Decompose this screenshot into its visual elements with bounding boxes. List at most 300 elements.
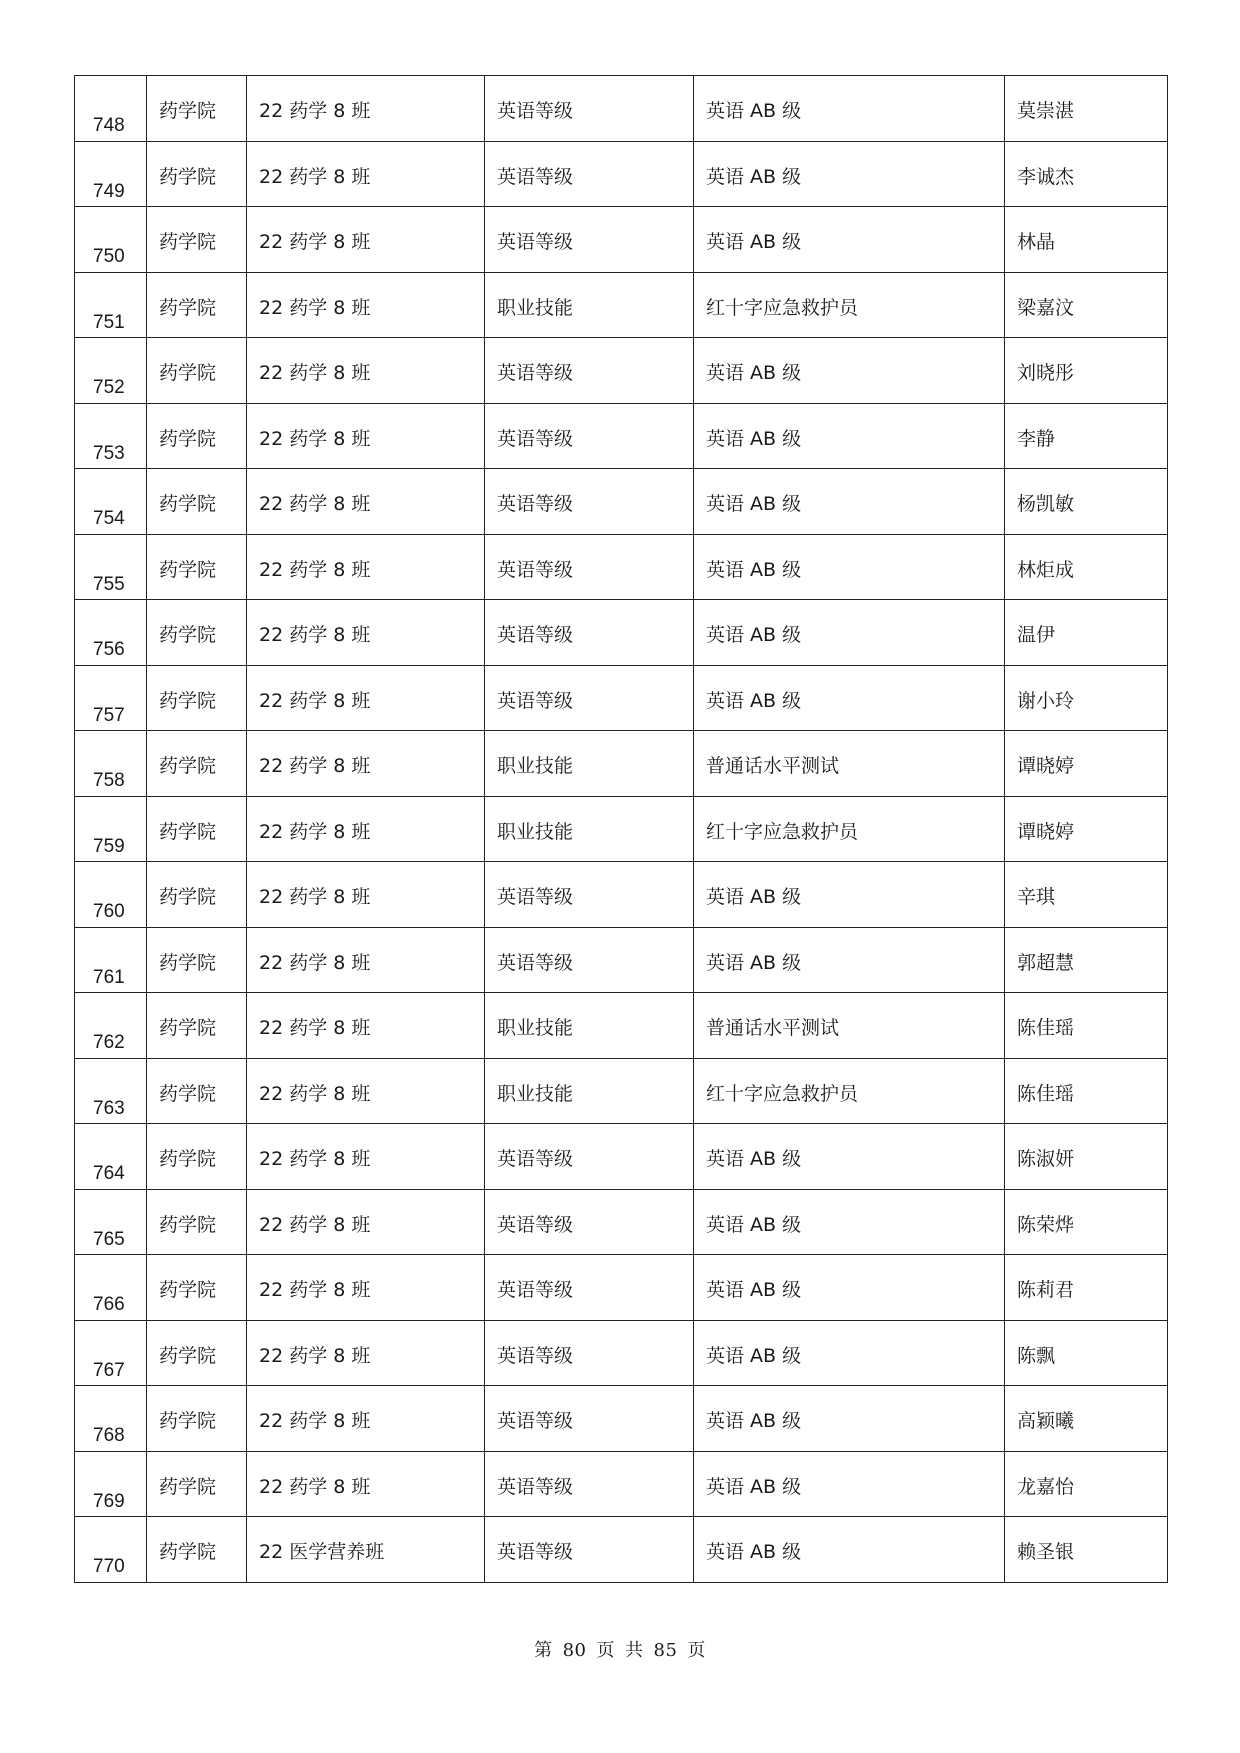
college-cell [147,76,247,142]
college-cell-text: 药学院 [159,1017,217,1039]
row-number-cell-text: 762 [93,1032,125,1053]
certificate-item-cell-text: 英语 AB 级 [706,165,802,188]
category-cell [485,1189,694,1255]
certificate-item-cell [694,731,1005,797]
class-cell [247,403,485,469]
college-cell-text: 药学院 [159,427,217,450]
certificate-item-cell [694,338,1005,404]
row-number-cell-text: 757 [93,704,125,726]
student-name-cell [1005,1517,1168,1583]
student-name-cell-text: 谭晓婷 [1017,755,1075,777]
student-name-cell-text: 梁嘉汶 [1017,296,1075,319]
row-number-cell-text: 752 [93,377,125,398]
row-number-cell-text: 770 [93,1556,125,1577]
college-cell-text: 药学院 [159,100,217,122]
category-cell-text: 英语等级 [497,362,574,384]
student-name-cell [1005,1320,1168,1386]
certificate-item-cell [694,403,1005,469]
college-cell [147,862,247,928]
college-cell [147,1124,247,1190]
college-cell-text: 药学院 [159,296,217,319]
category-cell [485,665,694,731]
row-number-cell [75,207,147,273]
category-cell-text: 职业技能 [497,296,574,319]
college-cell [147,207,247,273]
class-cell-text: 22 药学 8 班 [259,1410,371,1432]
college-cell [147,1320,247,1386]
row-number-cell [75,665,147,731]
class-cell-text: 22 药学 8 班 [259,951,371,974]
certificate-table [74,75,1168,1583]
college-cell-text: 药学院 [159,1213,217,1236]
page-footer [0,1636,1240,1662]
category-cell-text: 英语等级 [497,1475,574,1498]
student-name-cell [1005,534,1168,600]
category-cell [485,338,694,404]
table-row [75,272,1168,338]
college-cell [147,534,247,600]
row-number-cell-text: 750 [93,246,125,267]
category-cell [485,534,694,600]
table-row [75,338,1168,404]
class-cell [247,796,485,862]
row-number-cell [75,1124,147,1190]
table-row [75,1451,1168,1517]
certificate-item-cell [694,862,1005,928]
class-cell-text: 22 药学 8 班 [259,231,371,253]
certificate-item-cell [694,1255,1005,1321]
college-cell-text: 药学院 [159,755,217,777]
category-cell [485,1320,694,1386]
certificate-item-cell-text: 英语 AB 级 [706,951,802,974]
certificate-item-cell [694,1451,1005,1517]
class-cell-text: 22 药学 8 班 [259,755,371,777]
class-cell-text: 22 药学 8 班 [259,296,371,319]
certificate-item-cell-text: 英语 AB 级 [706,624,802,646]
college-cell-text: 药学院 [159,165,217,188]
row-number-cell-text: 767 [93,1359,125,1381]
certificate-item-cell-text: 英语 AB 级 [706,1148,802,1170]
college-cell [147,993,247,1059]
category-cell [485,403,694,469]
row-number-cell-text: 753 [93,442,125,464]
footer-current-page: 80 [562,1640,587,1661]
college-cell [147,272,247,338]
table-row [75,76,1168,142]
certificate-item-cell [694,796,1005,862]
row-number-cell-text: 755 [93,573,125,595]
class-cell [247,993,485,1059]
college-cell-text: 药学院 [159,1082,217,1105]
certificate-item-cell [694,1517,1005,1583]
row-number-cell [75,76,147,142]
class-cell [247,927,485,993]
student-name-cell-text: 赖圣银 [1017,1541,1075,1563]
student-name-cell-text: 莫崇湛 [1017,100,1075,122]
college-cell [147,665,247,731]
row-number-cell-text: 763 [93,1097,125,1119]
college-cell-text: 药学院 [159,1541,217,1563]
class-cell [247,1255,485,1321]
college-cell [147,1517,247,1583]
student-name-cell [1005,862,1168,928]
table-row [75,1320,1168,1386]
class-cell-text: 22 药学 8 班 [259,886,371,908]
category-cell-text: 英语等级 [497,951,574,974]
table-row [75,469,1168,535]
row-number-cell-text: 769 [93,1490,125,1512]
row-number-cell-text: 754 [93,508,125,529]
table-row [75,534,1168,600]
row-number-cell [75,796,147,862]
college-cell-text: 药学院 [159,820,217,843]
certificate-item-cell [694,76,1005,142]
class-cell-text: 22 药学 8 班 [259,689,371,712]
student-name-cell-text: 郭超慧 [1017,951,1075,974]
class-cell-text: 22 药学 8 班 [259,427,371,450]
certificate-item-cell-text: 英语 AB 级 [706,231,802,253]
row-number-cell-text: 756 [93,639,125,660]
category-cell-text: 英语等级 [497,624,574,646]
category-cell-text: 职业技能 [497,820,574,843]
class-cell-text: 22 药学 8 班 [259,1475,371,1498]
row-number-cell [75,272,147,338]
class-cell-text: 22 药学 8 班 [259,1279,371,1301]
class-cell-text: 22 药学 8 班 [259,165,371,188]
category-cell [485,1058,694,1124]
student-name-cell [1005,1124,1168,1190]
college-cell [147,1386,247,1452]
class-cell [247,207,485,273]
student-name-cell-text: 林晶 [1017,231,1056,253]
row-number-cell [75,1386,147,1452]
college-cell-text: 药学院 [159,231,217,253]
table-row [75,1189,1168,1255]
category-cell-text: 英语等级 [497,558,574,581]
student-name-cell [1005,600,1168,666]
student-name-cell [1005,1451,1168,1517]
category-cell-text: 英语等级 [497,1410,574,1432]
row-number-cell [75,731,147,797]
class-cell [247,1189,485,1255]
class-cell [247,665,485,731]
certificate-item-cell-text: 英语 AB 级 [706,427,802,450]
row-number-cell-text: 761 [93,966,125,988]
certificate-item-cell-text: 英语 AB 级 [706,1475,802,1498]
category-cell-text: 职业技能 [497,1082,574,1105]
row-number-cell [75,338,147,404]
table-row [75,665,1168,731]
table-row [75,1124,1168,1190]
table-row [75,1386,1168,1452]
class-cell-text: 22 药学 8 班 [259,493,371,515]
student-name-cell-text: 谭晓婷 [1017,820,1075,843]
college-cell-text: 药学院 [159,951,217,974]
row-number-cell-text: 751 [93,311,125,333]
certificate-item-cell [694,207,1005,273]
category-cell [485,1124,694,1190]
class-cell [247,1517,485,1583]
certificate-item-cell [694,1386,1005,1452]
row-number-cell-text: 766 [93,1294,125,1315]
table-row [75,207,1168,273]
certificate-item-cell-text: 红十字应急救护员 [706,820,859,843]
footer-total-word: 共 [625,1640,644,1661]
student-name-cell [1005,796,1168,862]
college-cell-text: 药学院 [159,1344,217,1367]
class-cell [247,1386,485,1452]
class-cell-text: 22 药学 8 班 [259,362,371,384]
student-name-cell [1005,665,1168,731]
category-cell-text: 英语等级 [497,1213,574,1236]
certificate-item-cell-text: 英语 AB 级 [706,558,802,581]
category-cell-text: 职业技能 [497,1017,574,1039]
certificate-item-cell [694,141,1005,207]
student-name-cell [1005,272,1168,338]
certificate-item-cell-text: 红十字应急救护员 [706,1082,859,1105]
student-name-cell [1005,76,1168,142]
class-cell-text: 22 药学 8 班 [259,1017,371,1039]
class-cell [247,141,485,207]
class-cell-text: 22 药学 8 班 [259,100,371,122]
category-cell-text: 英语等级 [497,689,574,712]
certificate-item-cell [694,272,1005,338]
college-cell-text: 药学院 [159,362,217,384]
student-name-cell-text: 谢小玲 [1017,689,1075,712]
category-cell-text: 英语等级 [497,1541,574,1563]
class-cell-text: 22 医学营养班 [259,1541,385,1563]
row-number-cell [75,403,147,469]
student-name-cell-text: 陈荣烨 [1017,1213,1075,1236]
college-cell [147,338,247,404]
category-cell-text: 英语等级 [497,1279,574,1301]
class-cell [247,272,485,338]
category-cell [485,272,694,338]
student-name-cell-text: 陈淑妍 [1017,1148,1075,1170]
college-cell [147,403,247,469]
student-name-cell [1005,731,1168,797]
class-cell [247,338,485,404]
row-number-cell-text: 764 [93,1163,125,1184]
footer-suffix: 页 [687,1640,706,1661]
college-cell-text: 药学院 [159,1148,217,1170]
category-cell [485,1386,694,1452]
footer-page-word: 页 [596,1640,615,1661]
class-cell-text: 22 药学 8 班 [259,624,371,646]
student-name-cell-text: 陈佳瑶 [1017,1082,1075,1105]
row-number-cell [75,927,147,993]
college-cell-text: 药学院 [159,689,217,712]
row-number-cell [75,141,147,207]
student-name-cell [1005,1058,1168,1124]
category-cell-text: 英语等级 [497,100,574,122]
table-row [75,141,1168,207]
class-cell [247,862,485,928]
college-cell-text: 药学院 [159,558,217,581]
certificate-item-cell-text: 英语 AB 级 [706,1410,802,1432]
certificate-item-cell [694,927,1005,993]
certificate-item-cell-text: 英语 AB 级 [706,493,802,515]
category-cell [485,76,694,142]
footer-total-pages: 85 [653,1640,678,1661]
college-cell [147,1255,247,1321]
student-name-cell-text: 林炬成 [1017,558,1075,581]
college-cell [147,1189,247,1255]
table-row [75,993,1168,1059]
class-cell [247,1124,485,1190]
class-cell [247,600,485,666]
category-cell-text: 英语等级 [497,165,574,188]
student-name-cell [1005,1189,1168,1255]
row-number-cell [75,1517,147,1583]
row-number-cell [75,469,147,535]
row-number-cell [75,862,147,928]
row-number-cell [75,993,147,1059]
certificate-item-cell [694,1189,1005,1255]
table-row [75,862,1168,928]
college-cell [147,600,247,666]
college-cell [147,927,247,993]
table-row [75,600,1168,666]
category-cell [485,469,694,535]
category-cell [485,927,694,993]
student-name-cell [1005,993,1168,1059]
student-name-cell [1005,1386,1168,1452]
certificate-item-cell [694,665,1005,731]
class-cell [247,731,485,797]
row-number-cell-text: 765 [93,1228,125,1250]
student-name-cell [1005,141,1168,207]
college-cell [147,1451,247,1517]
class-cell-text: 22 药学 8 班 [259,1148,371,1170]
table-row [75,927,1168,993]
table-row [75,1255,1168,1321]
category-cell-text: 英语等级 [497,493,574,515]
certificate-item-cell [694,600,1005,666]
category-cell-text: 英语等级 [497,1344,574,1367]
category-cell-text: 英语等级 [497,1148,574,1170]
student-name-cell-text: 辛琪 [1017,886,1056,908]
category-cell-text: 职业技能 [497,755,574,777]
certificate-item-cell-text: 英语 AB 级 [706,1213,802,1236]
row-number-cell [75,1189,147,1255]
student-name-cell-text: 陈佳瑶 [1017,1017,1075,1039]
footer-prefix: 第 [534,1640,553,1661]
table-row [75,731,1168,797]
category-cell-text: 英语等级 [497,427,574,450]
certificate-item-cell-text: 英语 AB 级 [706,886,802,908]
college-cell [147,469,247,535]
certificate-item-cell-text: 英语 AB 级 [706,362,802,384]
category-cell [485,600,694,666]
student-name-cell-text: 陈飘 [1017,1344,1056,1367]
college-cell-text: 药学院 [159,624,217,646]
category-cell [485,862,694,928]
category-cell [485,207,694,273]
category-cell [485,993,694,1059]
college-cell [147,141,247,207]
student-name-cell [1005,1255,1168,1321]
class-cell [247,534,485,600]
certificate-item-cell-text: 英语 AB 级 [706,689,802,712]
class-cell-text: 22 药学 8 班 [259,1213,371,1236]
college-cell-text: 药学院 [159,1475,217,1498]
certificate-item-cell [694,1320,1005,1386]
student-name-cell-text: 杨凯敏 [1017,493,1075,515]
college-cell [147,731,247,797]
certificate-item-cell-text: 英语 AB 级 [706,100,802,122]
certificate-item-cell-text: 普通话水平测试 [706,755,840,777]
class-cell-text: 22 药学 8 班 [259,1344,371,1367]
row-number-cell [75,1255,147,1321]
class-cell [247,469,485,535]
class-cell [247,1320,485,1386]
class-cell-text: 22 药学 8 班 [259,1082,371,1105]
college-cell-text: 药学院 [159,886,217,908]
class-cell [247,1058,485,1124]
college-cell-text: 药学院 [159,493,217,515]
college-cell-text: 药学院 [159,1279,217,1301]
student-name-cell [1005,403,1168,469]
college-cell [147,796,247,862]
student-name-cell [1005,927,1168,993]
class-cell [247,1451,485,1517]
student-name-cell [1005,338,1168,404]
row-number-cell-text: 748 [93,115,125,136]
table-body [75,76,1168,1583]
row-number-cell [75,1320,147,1386]
college-cell-text: 药学院 [159,1410,217,1432]
student-name-cell-text: 高颖曦 [1017,1410,1075,1432]
certificate-item-cell-text: 英语 AB 级 [706,1541,802,1563]
student-name-cell-text: 龙嘉怡 [1017,1475,1075,1498]
certificate-item-cell [694,469,1005,535]
student-name-cell-text: 李诚杰 [1017,165,1075,188]
class-cell-text: 22 药学 8 班 [259,820,371,843]
certificate-item-cell-text: 英语 AB 级 [706,1279,802,1301]
class-cell [247,76,485,142]
student-name-cell-text: 李静 [1017,427,1056,450]
category-cell [485,1255,694,1321]
certificate-item-cell [694,534,1005,600]
category-cell [485,731,694,797]
certificate-item-cell-text: 红十字应急救护员 [706,296,859,319]
category-cell [485,1451,694,1517]
student-name-cell-text: 温伊 [1017,624,1056,646]
student-name-cell [1005,207,1168,273]
category-cell [485,1517,694,1583]
row-number-cell [75,1058,147,1124]
row-number-cell [75,600,147,666]
student-name-cell-text: 刘晓彤 [1017,362,1075,384]
row-number-cell-text: 749 [93,180,125,202]
table-row [75,403,1168,469]
table-row [75,1517,1168,1583]
certificate-item-cell [694,1058,1005,1124]
category-cell [485,141,694,207]
row-number-cell [75,1451,147,1517]
class-cell-text: 22 药学 8 班 [259,558,371,581]
table-row [75,1058,1168,1124]
row-number-cell-text: 768 [93,1425,125,1446]
certificate-item-cell [694,1124,1005,1190]
student-name-cell [1005,469,1168,535]
row-number-cell-text: 758 [93,770,125,791]
certificate-item-cell-text: 普通话水平测试 [706,1017,840,1039]
student-name-cell-text: 陈莉君 [1017,1279,1075,1301]
college-cell [147,1058,247,1124]
category-cell-text: 英语等级 [497,886,574,908]
